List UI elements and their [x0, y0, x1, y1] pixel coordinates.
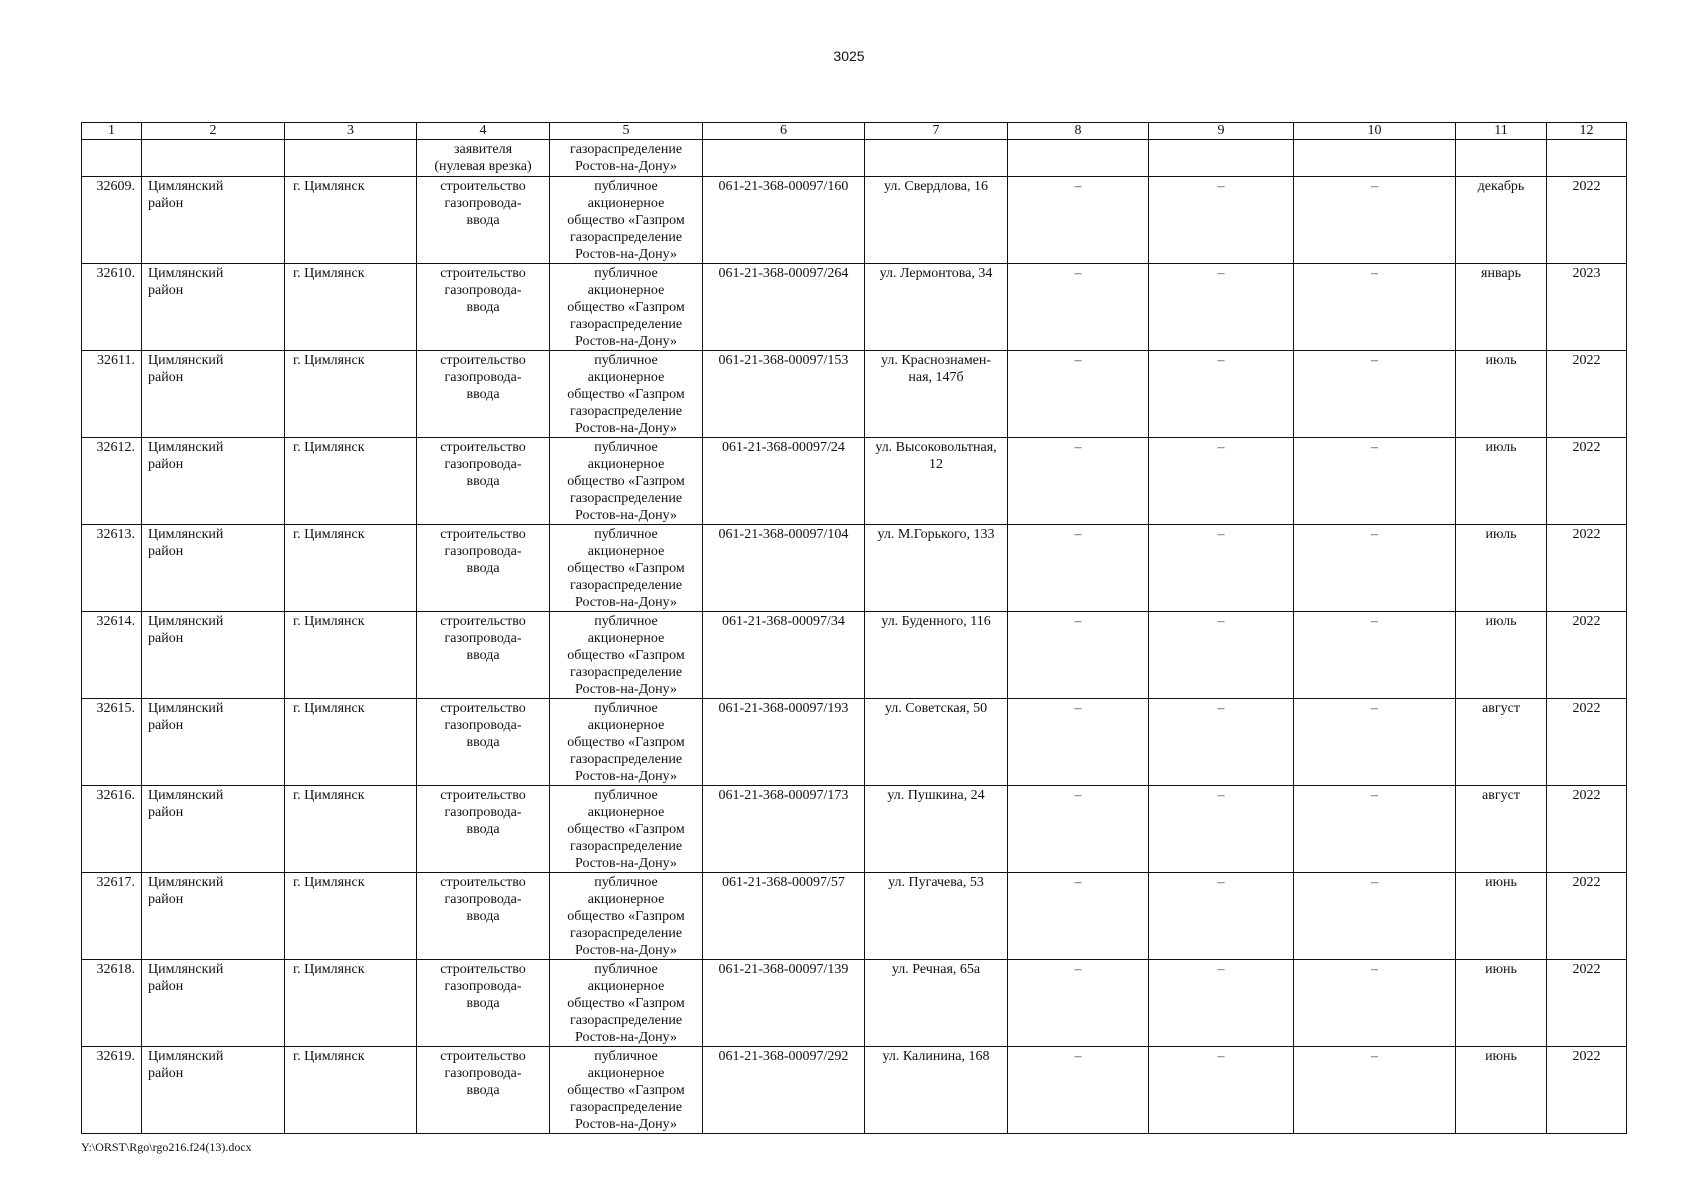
table-row: [82, 786, 1627, 873]
district-cell: Цимлянский район: [142, 873, 285, 960]
district-cell: Цимлянский район: [142, 612, 285, 699]
year-cell: 2022: [1547, 873, 1627, 960]
registry-code-cell: 061-21-368-00097/160: [703, 177, 865, 264]
district-cell: Цимлянский район: [142, 264, 285, 351]
row-number: 32611.: [82, 351, 142, 438]
address-cell: ул. Речная, 65а: [865, 960, 1008, 1047]
district-cell: Цимлянский район: [142, 699, 285, 786]
district-cell: Цимлянский район: [142, 786, 285, 873]
dash-cell: –: [1149, 264, 1294, 351]
month-cell: июнь: [1456, 873, 1547, 960]
address-cell: ул. Лермонтова, 34: [865, 264, 1008, 351]
column-number: 6: [703, 123, 865, 140]
settlement-cell: г. Цимлянск: [285, 612, 417, 699]
organization-cell: публичное акционерное общество «Газпром газораспределение Ростов-на-Дону»: [550, 438, 703, 525]
column-number: 10: [1294, 123, 1456, 140]
registry-code-cell: 061-21-368-00097/173: [703, 786, 865, 873]
registry-code-cell: 061-21-368-00097/139: [703, 960, 865, 1047]
continuation-org-cell: газораспределение Ростов-на-Дону»: [550, 140, 703, 177]
work-type-cell: строительство газопровода- ввода: [417, 1047, 550, 1134]
table-row: [82, 438, 1627, 525]
row-number: 32610.: [82, 264, 142, 351]
address-cell: ул. М.Горького, 133: [865, 525, 1008, 612]
settlement-cell: г. Цимлянск: [285, 525, 417, 612]
dash-cell: –: [1008, 960, 1149, 1047]
dash-cell: –: [1294, 177, 1456, 264]
registry-code-cell: 061-21-368-00097/104: [703, 525, 865, 612]
dash-cell: –: [1294, 438, 1456, 525]
column-number: 3: [285, 123, 417, 140]
data-table: [81, 122, 1627, 1134]
year-cell: 2022: [1547, 960, 1627, 1047]
settlement-cell: г. Цимлянск: [285, 1047, 417, 1134]
address-cell: ул. Пушкина, 24: [865, 786, 1008, 873]
address-cell: ул. Калинина, 168: [865, 1047, 1008, 1134]
year-cell: 2022: [1547, 177, 1627, 264]
dash-cell: –: [1149, 786, 1294, 873]
row-number: 32612.: [82, 438, 142, 525]
dash-cell: –: [1294, 699, 1456, 786]
district-cell: Цимлянский район: [142, 351, 285, 438]
year-cell: 2022: [1547, 786, 1627, 873]
district-cell: Цимлянский район: [142, 525, 285, 612]
dash-cell: –: [1008, 351, 1149, 438]
year-cell: 2022: [1547, 612, 1627, 699]
registry-code-cell: 061-21-368-00097/193: [703, 699, 865, 786]
table-row: [82, 960, 1627, 1047]
dash-cell: –: [1149, 873, 1294, 960]
organization-cell: публичное акционерное общество «Газпром газораспределение Ростов-на-Дону»: [550, 786, 703, 873]
dash-cell: –: [1008, 177, 1149, 264]
dash-cell: –: [1008, 699, 1149, 786]
organization-cell: публичное акционерное общество «Газпром газораспределение Ростов-на-Дону»: [550, 525, 703, 612]
month-cell: июль: [1456, 438, 1547, 525]
organization-cell: публичное акционерное общество «Газпром газораспределение Ростов-на-Дону»: [550, 177, 703, 264]
dash-cell: –: [1294, 264, 1456, 351]
registry-code-cell: 061-21-368-00097/24: [703, 438, 865, 525]
address-cell: ул. Советская, 50: [865, 699, 1008, 786]
column-number: 7: [865, 123, 1008, 140]
row-number: 32618.: [82, 960, 142, 1047]
table-row: [82, 612, 1627, 699]
settlement-cell: г. Цимлянск: [285, 351, 417, 438]
registry-code-cell: 061-21-368-00097/153: [703, 351, 865, 438]
organization-cell: публичное акционерное общество «Газпром газораспределение Ростов-на-Дону»: [550, 1047, 703, 1134]
organization-cell: публичное акционерное общество «Газпром газораспределение Ростов-на-Дону»: [550, 612, 703, 699]
address-cell: ул. Свердлова, 16: [865, 177, 1008, 264]
work-type-cell: строительство газопровода- ввода: [417, 612, 550, 699]
table-row: [82, 699, 1627, 786]
work-type-cell: строительство газопровода- ввода: [417, 699, 550, 786]
district-cell: Цимлянский район: [142, 177, 285, 264]
work-type-cell: строительство газопровода- ввода: [417, 960, 550, 1047]
year-cell: 2022: [1547, 525, 1627, 612]
organization-cell: публичное акционерное общество «Газпром газораспределение Ростов-на-Дону»: [550, 264, 703, 351]
column-number: 9: [1149, 123, 1294, 140]
dash-cell: –: [1008, 1047, 1149, 1134]
dash-cell: –: [1008, 612, 1149, 699]
dash-cell: –: [1149, 612, 1294, 699]
address-cell: ул. Пугачева, 53: [865, 873, 1008, 960]
settlement-cell: г. Цимлянск: [285, 699, 417, 786]
dash-cell: –: [1149, 177, 1294, 264]
work-type-cell: строительство газопровода- ввода: [417, 438, 550, 525]
column-number: 5: [550, 123, 703, 140]
page-number: 3025: [833, 48, 865, 64]
organization-cell: публичное акционерное общество «Газпром газораспределение Ростов-на-Дону»: [550, 873, 703, 960]
settlement-cell: г. Цимлянск: [285, 873, 417, 960]
work-type-cell: строительство газопровода- ввода: [417, 351, 550, 438]
table-row: [82, 177, 1627, 264]
dash-cell: –: [1008, 264, 1149, 351]
dash-cell: –: [1294, 1047, 1456, 1134]
dash-cell: –: [1294, 960, 1456, 1047]
month-cell: декабрь: [1456, 177, 1547, 264]
row-number: 32614.: [82, 612, 142, 699]
table-row: [82, 525, 1627, 612]
dash-cell: –: [1294, 786, 1456, 873]
table-row: [82, 1047, 1627, 1134]
registry-code-cell: 061-21-368-00097/34: [703, 612, 865, 699]
registry-code-cell: 061-21-368-00097/264: [703, 264, 865, 351]
dash-cell: –: [1294, 612, 1456, 699]
dash-cell: –: [1294, 351, 1456, 438]
column-number: 11: [1456, 123, 1547, 140]
column-number: 12: [1547, 123, 1627, 140]
organization-cell: публичное акционерное общество «Газпром газораспределение Ростов-на-Дону»: [550, 699, 703, 786]
district-cell: Цимлянский район: [142, 438, 285, 525]
column-number: 4: [417, 123, 550, 140]
registry-code-cell: 061-21-368-00097/292: [703, 1047, 865, 1134]
work-type-cell: строительство газопровода- ввода: [417, 786, 550, 873]
dash-cell: –: [1149, 960, 1294, 1047]
footer-file-path: Y:\ORST\Rgo\rgo216.f24(13).docx: [81, 1140, 252, 1154]
row-number: 32615.: [82, 699, 142, 786]
address-cell: ул. Высоковольтная, 12: [865, 438, 1008, 525]
table-row: [82, 264, 1627, 351]
month-cell: январь: [1456, 264, 1547, 351]
row-number: 32609.: [82, 177, 142, 264]
year-cell: 2022: [1547, 1047, 1627, 1134]
settlement-cell: г. Цимлянск: [285, 264, 417, 351]
row-number: 32619.: [82, 1047, 142, 1134]
organization-cell: публичное акционерное общество «Газпром газораспределение Ростов-на-Дону»: [550, 351, 703, 438]
work-type-cell: строительство газопровода- ввода: [417, 264, 550, 351]
settlement-cell: г. Цимлянск: [285, 786, 417, 873]
month-cell: июнь: [1456, 1047, 1547, 1134]
dash-cell: –: [1294, 525, 1456, 612]
month-cell: август: [1456, 786, 1547, 873]
address-cell: ул. Буденного, 116: [865, 612, 1008, 699]
table-body: [82, 123, 1627, 1134]
dash-cell: –: [1008, 873, 1149, 960]
dash-cell: –: [1149, 438, 1294, 525]
dash-cell: –: [1149, 525, 1294, 612]
row-number: 32616.: [82, 786, 142, 873]
table-row: [82, 351, 1627, 438]
column-number: 8: [1008, 123, 1149, 140]
organization-cell: публичное акционерное общество «Газпром газораспределение Ростов-на-Дону»: [550, 960, 703, 1047]
work-type-cell: строительство газопровода- ввода: [417, 873, 550, 960]
table-row: [82, 873, 1627, 960]
district-cell: Цимлянский район: [142, 960, 285, 1047]
address-cell: ул. Краснознамен- ная, 147б: [865, 351, 1008, 438]
settlement-cell: г. Цимлянск: [285, 177, 417, 264]
work-type-cell: строительство газопровода- ввода: [417, 525, 550, 612]
settlement-cell: г. Цимлянск: [285, 960, 417, 1047]
year-cell: 2022: [1547, 699, 1627, 786]
column-number: 1: [82, 123, 142, 140]
year-cell: 2022: [1547, 438, 1627, 525]
month-cell: июнь: [1456, 960, 1547, 1047]
dash-cell: –: [1149, 1047, 1294, 1134]
work-type-cell: строительство газопровода- ввода: [417, 177, 550, 264]
settlement-cell: г. Цимлянск: [285, 438, 417, 525]
dash-cell: –: [1294, 873, 1456, 960]
month-cell: июль: [1456, 612, 1547, 699]
continuation-work-cell: заявителя (нулевая врезка): [417, 140, 550, 177]
registry-code-cell: 061-21-368-00097/57: [703, 873, 865, 960]
year-cell: 2023: [1547, 264, 1627, 351]
dash-cell: –: [1008, 438, 1149, 525]
column-number: 2: [142, 123, 285, 140]
column-number-row: [82, 123, 1627, 140]
month-cell: июль: [1456, 351, 1547, 438]
continuation-row: [82, 140, 1627, 177]
row-number: 32617.: [82, 873, 142, 960]
month-cell: июль: [1456, 525, 1547, 612]
dash-cell: –: [1149, 699, 1294, 786]
dash-cell: –: [1008, 525, 1149, 612]
month-cell: август: [1456, 699, 1547, 786]
dash-cell: –: [1149, 351, 1294, 438]
dash-cell: –: [1008, 786, 1149, 873]
row-number: 32613.: [82, 525, 142, 612]
year-cell: 2022: [1547, 351, 1627, 438]
district-cell: Цимлянский район: [142, 1047, 285, 1134]
